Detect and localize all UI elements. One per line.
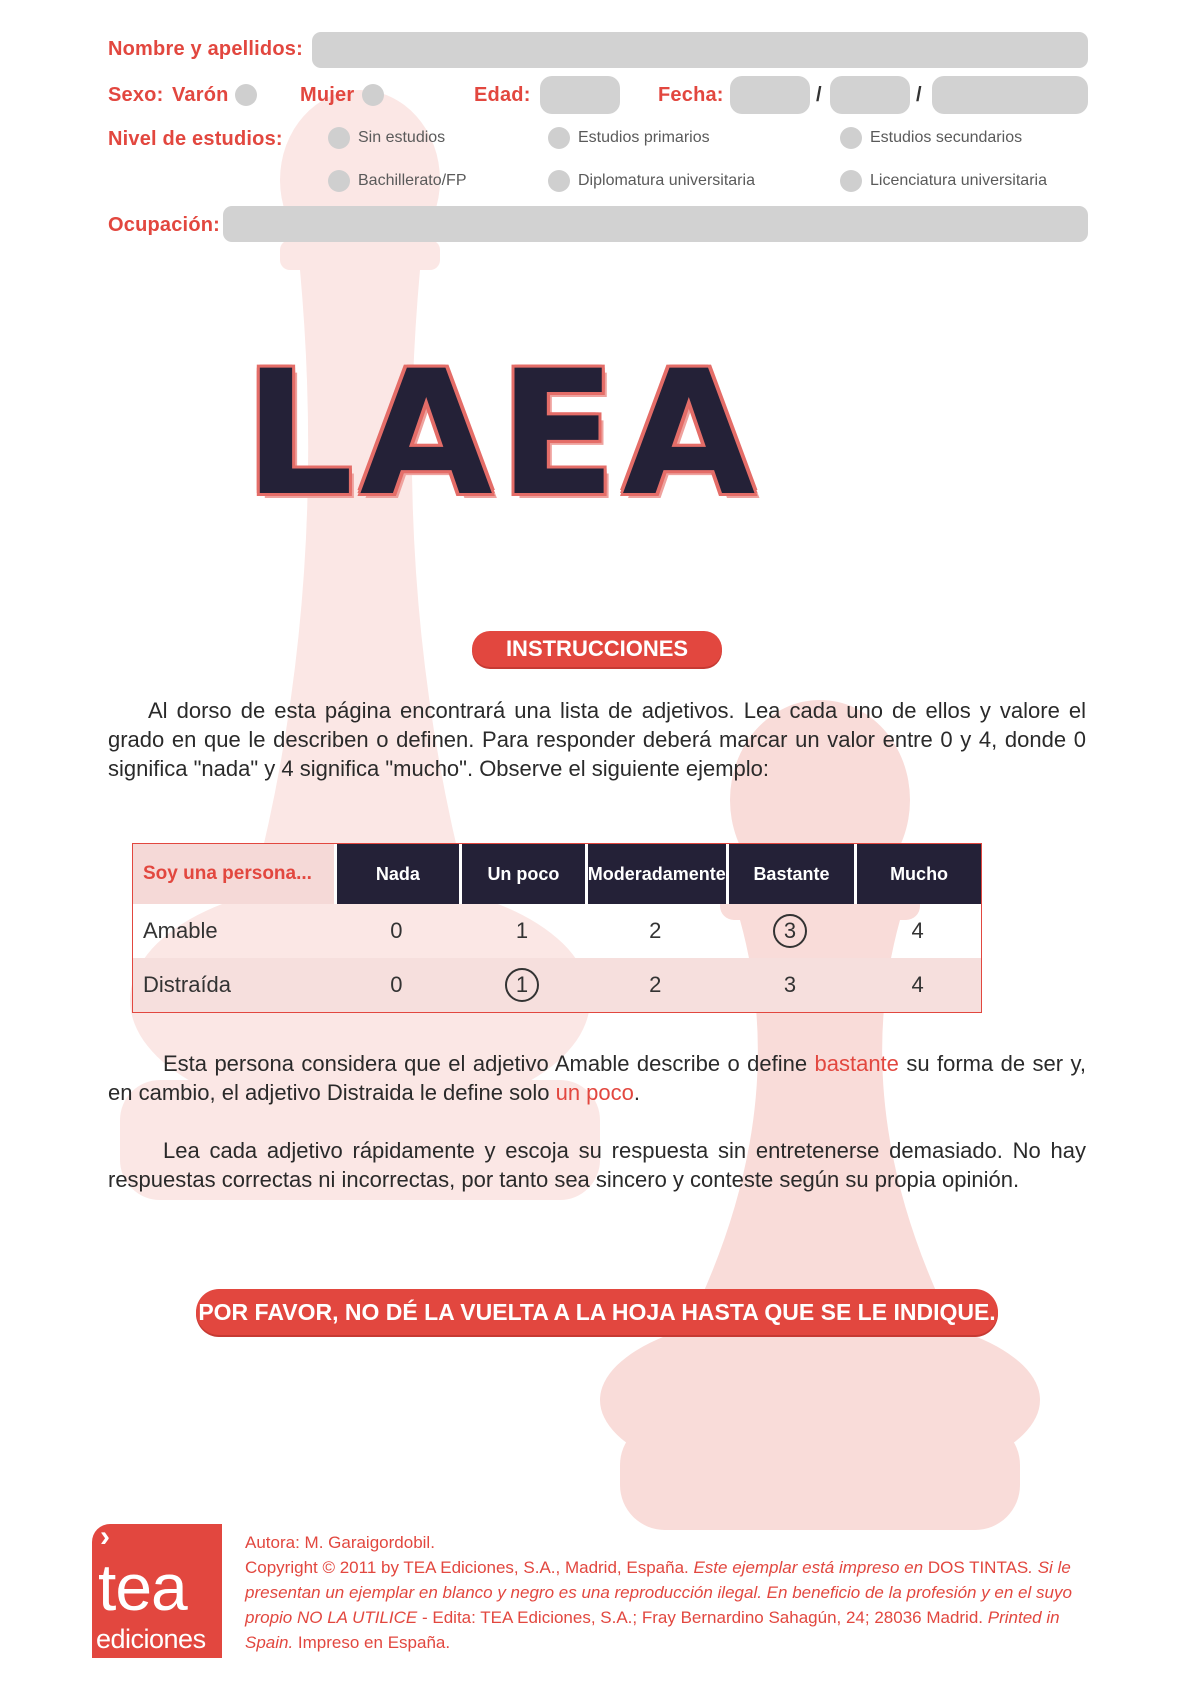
occupation-label: Ocupación: <box>108 214 221 236</box>
logo-text: tea <box>98 1550 187 1624</box>
education-option[interactable]: Licenciatura universitaria <box>840 170 1047 192</box>
sex-male-label: Varón <box>172 84 229 106</box>
advice-paragraph: Lea cada adjetivo rápidamente y escoja su respuesta sin entretenerse demasiado. No hay respuestas correctas ni incorrectas, por tanto sea sincero y conteste según su propia opinión. <box>108 1138 1086 1192</box>
education-option[interactable]: Estudios primarios <box>548 127 710 149</box>
logo-mark-icon: › <box>100 1524 110 1553</box>
education-option[interactable]: Diplomatura universitaria <box>548 170 755 192</box>
table-header-cell: Nada <box>334 844 460 904</box>
table-cell: 4 <box>911 918 924 943</box>
table-header-cell: Soy una persona... <box>133 844 334 904</box>
row-label: Distraída <box>133 958 334 1012</box>
age-input[interactable] <box>540 76 620 114</box>
intro-paragraph: Al dorso de esta página encontrará una lista de adjetivos. Lea cada uno de ellos y valore el grado en que le describen o definen. Para responder deberá marcar un valor entre 0 y 4, donde 0 significa "nada" y 4 significa "mucho". Observe el siguiente ejemplo: <box>108 698 1086 781</box>
education-option[interactable]: Estudios secundarios <box>840 127 1022 149</box>
circled-answer: 1 <box>505 968 539 1002</box>
radio-icon[interactable] <box>328 127 350 149</box>
date-month-input[interactable] <box>830 76 910 114</box>
table-cell: 2 <box>649 918 662 943</box>
radio-icon[interactable] <box>548 170 570 192</box>
row-label: Amable <box>143 918 218 943</box>
table-header-cell: Moderadamente <box>585 844 726 904</box>
instructions-heading: INSTRUCCIONES <box>472 631 722 667</box>
footer-author: Autora: M. Garaigordobil. <box>245 1533 435 1552</box>
date-year-input[interactable] <box>932 76 1088 114</box>
date-label: Fecha: <box>658 84 724 106</box>
sex-male-radio[interactable] <box>235 84 257 106</box>
table-cell <box>726 904 854 958</box>
table-row <box>133 958 981 1012</box>
occupation-input[interactable] <box>223 206 1088 242</box>
table-row <box>133 904 981 958</box>
sex-female-label: Mujer <box>300 84 355 106</box>
name-label: Nombre y apellidos: <box>108 38 303 60</box>
date-separator: / <box>816 84 822 106</box>
name-input[interactable] <box>312 32 1088 68</box>
radio-icon[interactable] <box>840 170 862 192</box>
table-cell: 1 <box>515 918 529 943</box>
education-label: Nivel de estudios: <box>108 128 283 150</box>
test-title: LAEA <box>244 333 762 534</box>
logo-subtext: ediciones <box>96 1624 206 1654</box>
table-cell: 0 <box>334 958 460 1012</box>
table-cell: 2 <box>585 958 726 1012</box>
date-separator: / <box>916 84 922 106</box>
explanation-paragraph: Esta persona considera que el adjetivo Amable describe o define bastante su forma de ser y, en cambio, el adjetivo Distraida le define solo un poco. <box>108 1051 1086 1105</box>
table-cell: 0 <box>390 918 403 943</box>
age-label: Edad: <box>474 84 531 106</box>
tea-ediciones-logo <box>92 1524 222 1658</box>
table-header-row <box>133 844 981 904</box>
table-header-cell: Mucho <box>854 844 981 904</box>
footer-copyright: Autora: M. Garaigordobil. Copyright © 2011 by TEA Ediciones, S.A., Madrid, España. Este ejemplar está impreso en DOS TINTAS. Si le presentan un ejemplar en blanco y negro es una reproducción ilegal. En beneficio de la profesión y en el suyo propio NO LA UTILICE - Edita: TEA Ediciones, S.A.; Fray Bernardino Sahagún, 24; 28036 Madrid. Printed in Spain. Impreso en España. <box>245 1530 1105 1655</box>
sex-female-radio[interactable] <box>362 84 384 106</box>
table-header-cell: Bastante <box>726 844 854 904</box>
table-cell: 4 <box>854 958 981 1012</box>
date-day-input[interactable] <box>730 76 810 114</box>
table-cell: 3 <box>726 958 854 1012</box>
education-option[interactable]: Sin estudios <box>328 127 445 149</box>
radio-icon[interactable] <box>328 170 350 192</box>
table-cell <box>459 958 585 1012</box>
example-table <box>132 843 982 1013</box>
circled-answer: 3 <box>773 914 807 948</box>
warning-banner: POR FAVOR, NO DÉ LA VUELTA A LA HOJA HASTA QUE SE LE INDIQUE. <box>196 1289 998 1335</box>
education-option[interactable]: Bachillerato/FP <box>328 170 467 192</box>
sex-label: Sexo: <box>108 84 164 106</box>
table-header-cell: Un poco <box>459 844 585 904</box>
radio-icon[interactable] <box>840 127 862 149</box>
radio-icon[interactable] <box>548 127 570 149</box>
